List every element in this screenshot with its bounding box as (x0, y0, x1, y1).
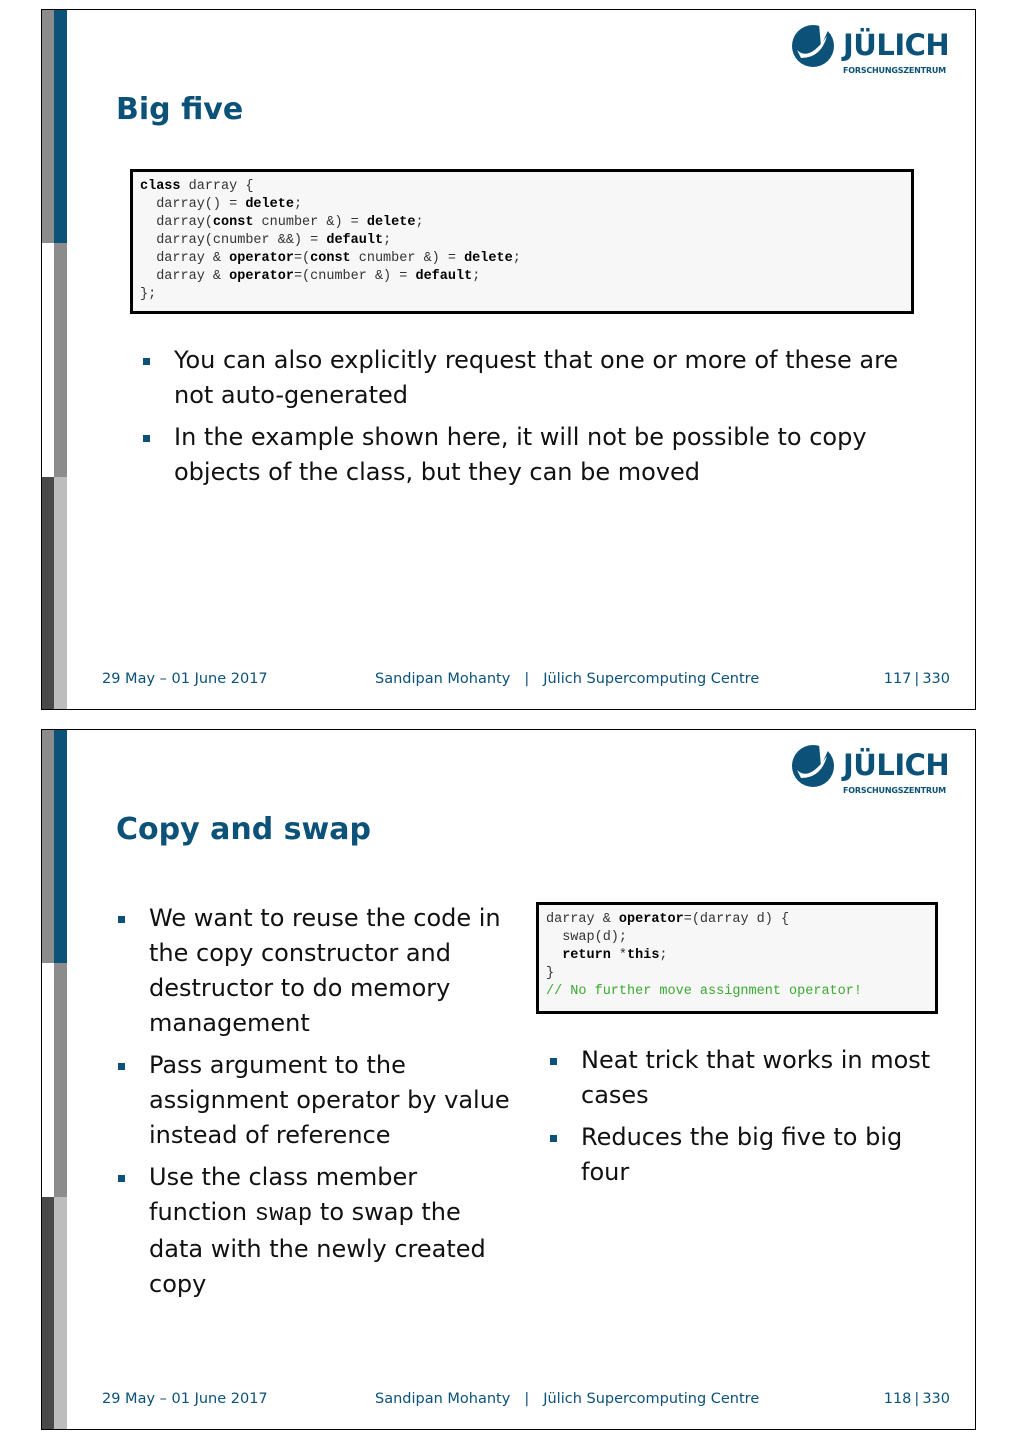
bullet-square-icon (550, 1135, 557, 1142)
bullet-item: Use the class member function swap to swap the data with the newly created copy (116, 1160, 516, 1302)
julich-logo-mark-icon (791, 742, 839, 790)
footer-center (375, 671, 759, 687)
bullet-square-icon (143, 358, 150, 365)
code-block (130, 169, 914, 314)
bullet-square-icon (550, 1058, 557, 1065)
left-bullet-list (116, 901, 516, 1309)
logo-subtitle: FORSCHUNGSZENTRUM (843, 786, 946, 795)
julich-logo-mark-icon (791, 22, 839, 70)
code-line: darray(cnumber &&) = default; (140, 233, 392, 248)
footer-date: 29 May – 01 June 2017 (102, 1391, 268, 1407)
bullet-square-icon (143, 435, 150, 442)
bullet-item: Pass argument to the assignment operator by value instead of reference (116, 1048, 516, 1153)
bullet-item: We want to reuse the code in the copy constructor and destructor to do memory management (116, 901, 516, 1041)
bullet-square-icon (118, 1063, 125, 1070)
logo-wordmark: JÜLICH (843, 28, 950, 62)
logo-wordmark: JÜLICH (843, 748, 950, 782)
bullet-item: Reduces the big five to big four (548, 1120, 948, 1190)
right-bullet-list (548, 1043, 948, 1197)
side-color-bars (42, 730, 67, 1429)
footer-date: 29 May – 01 June 2017 (102, 671, 268, 687)
code-line: }; (140, 287, 157, 302)
code-line: darray & operator=(darray d) { (546, 912, 790, 927)
code-comment: // No further move assignment operator! (546, 984, 862, 999)
footer-institute: Jülich Supercomputing Centre (543, 671, 760, 687)
code-line: darray() = delete; (140, 197, 303, 212)
code-line: darray & operator=(const cnumber &) = delete; (140, 251, 521, 266)
footer-author: Sandipan Mohanty (375, 671, 511, 687)
bullet-list (141, 343, 901, 497)
code-line: class darray { (140, 179, 254, 194)
logo-subtitle: FORSCHUNGSZENTRUM (843, 66, 946, 75)
bullet-item: Neat trick that works in most cases (548, 1043, 948, 1113)
code-line: swap(d); (546, 930, 628, 945)
slide-big-five (41, 9, 976, 710)
footer-separator: | (524, 1391, 530, 1407)
code-line: darray & operator=(cnumber &) = default; (140, 269, 481, 284)
footer-institute: Jülich Supercomputing Centre (543, 1391, 760, 1407)
julich-logo (791, 742, 951, 798)
julich-logo (791, 22, 951, 78)
code-line: darray(const cnumber &) = delete; (140, 215, 424, 230)
footer-page-number: 117 | 330 (883, 671, 950, 687)
footer-separator: | (524, 671, 530, 687)
slide-title: Copy and swap (116, 812, 371, 847)
code-line: } (546, 966, 555, 981)
slide-title: Big five (116, 92, 244, 127)
footer-page-number: 118 | 330 (883, 1391, 950, 1407)
bullet-square-icon (118, 916, 125, 923)
footer-center (375, 1391, 759, 1407)
footer-author: Sandipan Mohanty (375, 1391, 511, 1407)
code-block (536, 902, 938, 1014)
bullet-item: In the example shown here, it will not be possible to copy objects of the class, but they can be moved (141, 420, 901, 490)
side-color-bars (42, 10, 67, 709)
code-line: return *this; (562, 948, 668, 963)
inline-code: swap (254, 1201, 313, 1228)
slide-copy-and-swap (41, 729, 976, 1430)
bullet-item: You can also explicitly request that one or more of these are not auto-generated (141, 343, 901, 413)
bullet-square-icon (118, 1175, 125, 1182)
